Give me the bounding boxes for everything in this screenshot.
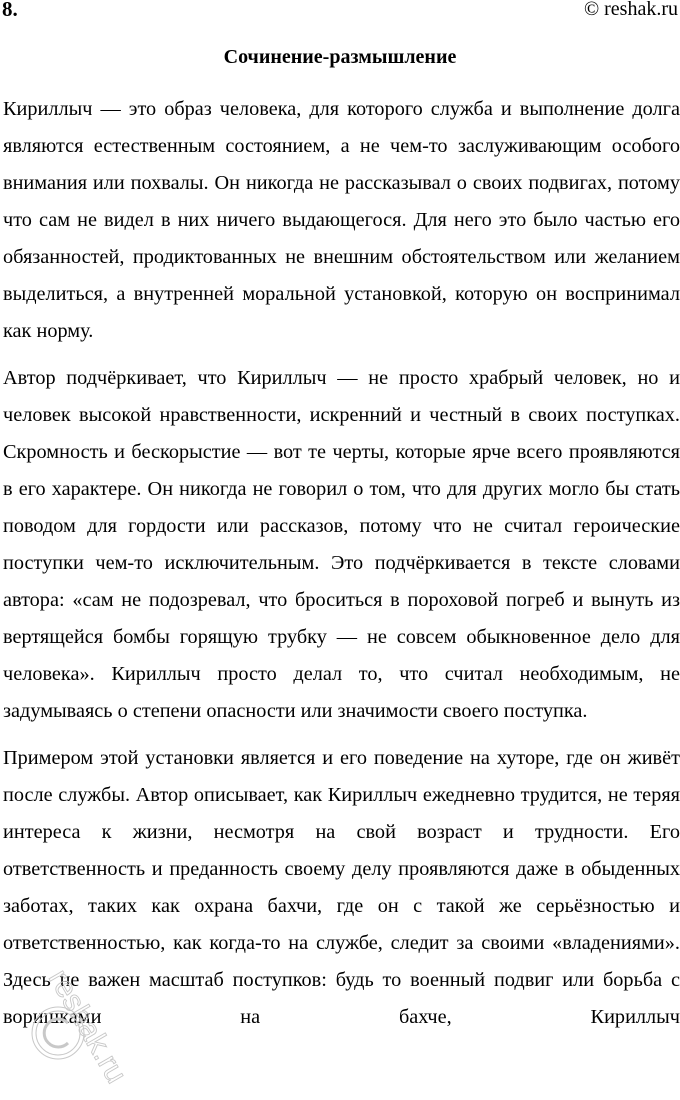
paragraph-1: Кириллыч — это образ человека, для которого служба и выполнение долга являются естественным состоянием, а не чем-то заслуживающим особого внимания или похвалы. Он никогда не рассказывал о своих подвигах, потому что сам не видел в них ничего выдающегося. Для него это было частью его обязанностей, продиктованных не внешним обстоятельством или желанием выделиться, а внутренней моральной установкой, которую он воспринимал как норму. (3, 98, 680, 342)
paragraph-3: Примером этой установки является и его поведение на хуторе, где он живёт после службы. Автор описывает, как Кириллыч ежедневно трудится, не теряя интереса к жизни, несмотря на свой возраст и трудности. Его ответственность и преданность своему делу проявляются даже в обыденных заботах, таких как охрана бахчи, где он с такой же серьёзностью и ответственностью, как когда-то на службе, следит за своими «владениями». Здесь не важен масштаб поступков: будь то военный подвиг или борьба с воришками на бахче, Кириллыч (3, 747, 680, 1028)
paragraph-2: Автор подчёркивает, что Кириллыч — не просто храбрый человек, но и человек высокой нравственности, искренний и честный в своих поступках. Скромность и бескорыстие — вот те черты, которые ярче всего проявляются в его характере. Он никогда не говорил о том, что для других могло бы стать поводом для гордости или рассказов, потому что не считал героические поступки чем-то исключительным. Это подчёркивается в тексте словами автора: «сам не подозревал, что броситься в пороховой погреб и вынуть из вертящейся бомбы горящую трубку — не совсем обыкновенное дело для человека». Кириллыч просто делал то, что считал необходимым, не задумываясь о степени опасности или значимости своего поступка. (3, 367, 680, 722)
page-header (0, 0, 680, 24)
copyright-label: © reshak.ru (583, 0, 678, 20)
task-number: 8. (2, 0, 18, 21)
essay-title: Сочинение-размышление (223, 46, 457, 68)
essay-body (3, 91, 680, 1046)
watermark-text: reshak.ru (41, 964, 134, 1089)
